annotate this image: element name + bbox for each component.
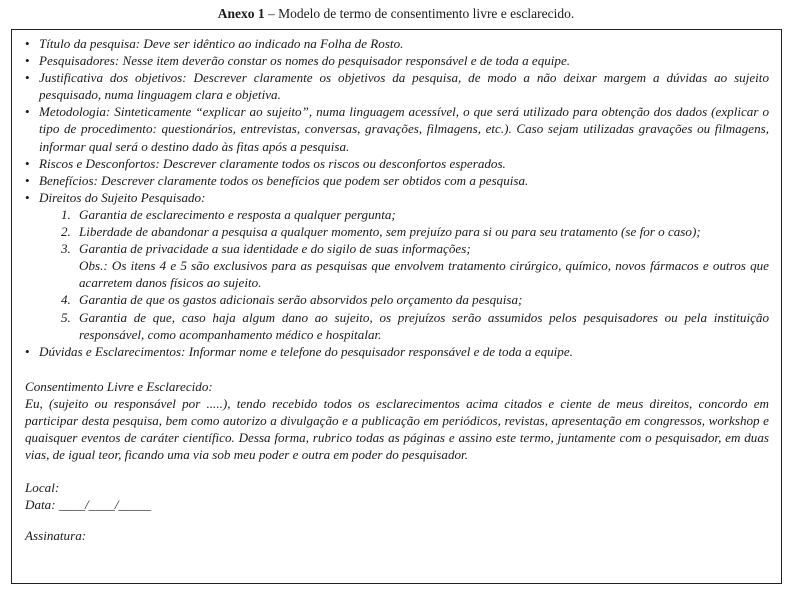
consent-section — [25, 378, 769, 463]
consent-heading: Consentimento Livre e Esclarecido: — [25, 378, 213, 394]
rights-item-number: 4. — [61, 292, 71, 308]
rights-item-2 — [61, 223, 769, 240]
rights-item-3 — [61, 240, 769, 291]
list-item-justificativa: • Justificativa dos objetivos: Descrever claramente os objetivos da pesquisa, de modo a não deixar margem a dúvidas ao sujeito pesquisado, numa linguagem clara e objetiva. — [25, 69, 769, 103]
rights-item-number: 2. — [61, 224, 71, 240]
rights-item-number: 1. — [61, 206, 71, 222]
rights-item-text: Garantia de que os gastos adicionais serão absorvidos pelo orçamento da pesquisa; — [79, 292, 523, 308]
rights-item-text: Liberdade de abandonar a pesquisa a qualquer momento, sem prejuízo para si ou para seu tratamento (se for o caso); — [79, 224, 701, 240]
rights-item-number: 3. — [61, 241, 71, 257]
requirements-list — [25, 35, 769, 360]
list-item-pesquisadores: • Pesquisadores: Nesse item deverão constar os nomes do pesquisador responsável e de toda a equipe. — [25, 52, 769, 69]
list-item-riscos: • Riscos e Desconfortos: Descrever claramente todos os riscos ou desconfortos esperados. — [25, 155, 769, 172]
rights-item-1 — [61, 206, 769, 223]
rights-item-text: Garantia de privacidade a sua identidade e do sigilo de suas informações; — [79, 241, 471, 257]
signature-local: Local: — [25, 480, 60, 496]
signature-date: Data: ____/____/_____ — [25, 497, 152, 513]
rights-item-text: Garantia de esclarecimento e resposta a qualquer pergunta; — [79, 206, 396, 222]
list-item-metodologia: • Metodologia: Sinteticamente “explicar ao sujeito”, numa linguagem acessível, o que será utilizado para obtenção dos dados (explicar o tipo de procedimento: questionários, entrevistas, conversas, gravações, filmagens, etc.). Caso sejam utilizadas gravações ou filmagens, informar qual será o destino dado às fitas após a pesquisa. — [25, 103, 769, 154]
direitos-heading: Direitos do Sujeito Pesquisado: — [39, 189, 206, 205]
rights-item-5 — [61, 309, 769, 343]
annex-caption — [0, 5, 792, 22]
list-item-direitos — [25, 189, 769, 343]
list-item-beneficios: • Benefícios: Descrever claramente todos os benefícios que podem ser obtidos com a pesquisa. — [25, 172, 769, 189]
rights-item-number: 5. — [61, 309, 71, 325]
list-item-titulo: • Título da pesquisa: Deve ser idêntico ao indicado na Folha de Rosto. — [25, 35, 769, 52]
consent-body: Eu, (sujeito ou responsável por .....), tendo recebido todos os esclarecimentos acima citados e ciente de meus direitos, concordo em participar desta pesquisa, bem como autorizo a divulgação e a publicação em periódicos, revistas, apresentação em congressos, workshop e quaisquer eventos de caráter científico. Dessa forma, rubrico todas as páginas e assino este termo, juntamente com o pesquisador, em duas vias, de igual teor, ficando uma via sob meu poder e outra em poder do pesquisador. — [25, 395, 769, 463]
list-item-duvidas: • Dúvidas e Esclarecimentos: Informar nome e telefone do pesquisador responsável e de toda a equipe. — [25, 343, 769, 360]
signature-line: Assinatura: — [25, 528, 87, 544]
annex-caption-number: Anexo 1 — [217, 6, 265, 21]
consent-form-box — [11, 29, 782, 584]
rights-obs-note: Obs.: Os itens 4 e 5 são exclusivos para as pesquisas que envolvem tratamento cirúrgico, químico, novos fármacos e outros que acarretem danos físicos ao sujeito. — [79, 258, 769, 291]
rights-list — [39, 206, 769, 343]
annex-caption-title: – Modelo de termo de consentimento livre e esclarecido. — [264, 6, 575, 21]
rights-item-4 — [61, 291, 769, 308]
rights-item-text: Garantia de que, caso haja algum dano ao sujeito, os prejuízos serão assumidos pelos pesquisadores ou pela instituição responsável, como acompanhamento médico e hospitalar. — [79, 309, 769, 342]
